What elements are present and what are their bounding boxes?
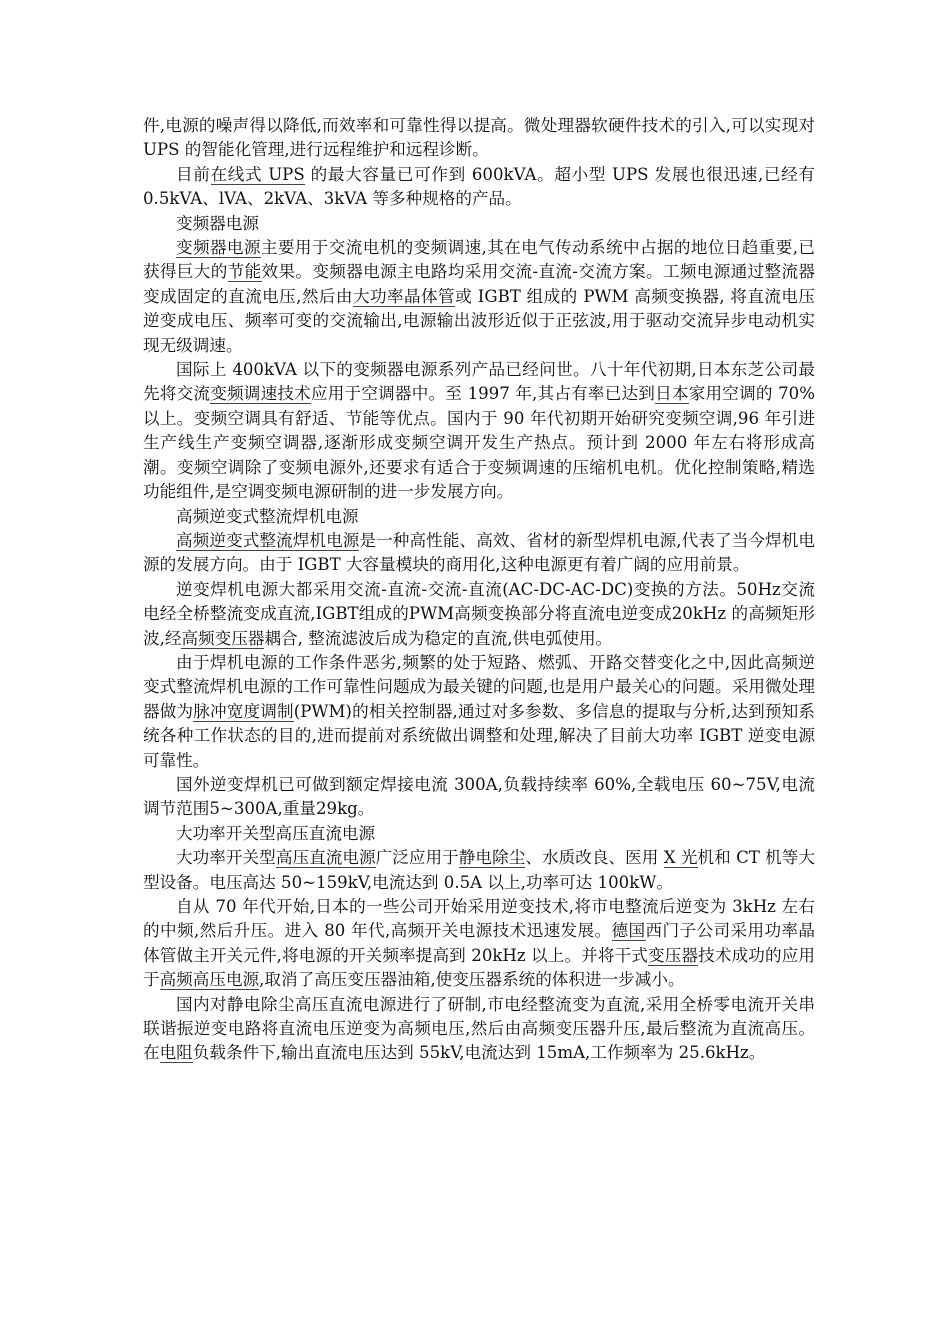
section-heading — [143, 212, 815, 236]
hyperlink-term[interactable]: 脉冲宽度调制 — [193, 701, 294, 721]
text-run: 件,电源的噪声得以降低,而效率和可靠性得以提高。微处理器软硬件技术的引入,可以实现对 UPS 的智能化管理,进行远程维护和远程诊断。 — [143, 116, 815, 160]
section-heading — [143, 822, 815, 846]
text-run: 主要用于交流电机的变频调速,其在电气传动系统中占据的地位日趋重要,已获得巨大的 — [143, 238, 815, 282]
hyperlink-term[interactable]: 高频高压电源 — [159, 970, 260, 990]
text-run: 逆变焊机电源大都采用交流-直流-交流-直流(AC-DC-AC-DC)变换的方法。50Hz交流电经全桥整流变成直流,IGBT组成的PWM高频变换部分将直流电逆变成20kHz 的高频矩形波,经 — [143, 579, 815, 648]
text-run: 目前 — [176, 164, 211, 184]
text-run: 或 IGBT 组成的 PWM 高频变换器, 将直流电压逆变成电压、频率可变的交流输出,电源输出波形近似于正弦波,用于驱动交流异步电动机实现无级调速。 — [143, 286, 815, 355]
text-run: 大功率开关型高压直流电源 — [176, 823, 376, 843]
text-run: 机和 CT 机等大型设备。电压高达 50~159kV,电流达到 0.5A 以上,功率可达 100kW。 — [143, 848, 816, 892]
text-run: 是一种高性能、高效、省材的新型焊机电源,代表了当今焊机电源的发展方向。由于 IGBT 大容量模块的商用化,这种电源更有着广阔的应用前景。 — [143, 530, 816, 575]
hyperlink-term[interactable]: 高频变压器 — [181, 628, 265, 648]
body-paragraph — [143, 114, 815, 163]
hyperlink-term[interactable]: 变压器 — [648, 945, 699, 965]
section-heading — [143, 505, 815, 529]
hyperlink-term[interactable]: 电阻 — [159, 1043, 193, 1063]
text-run: 技术成功的应用于 — [143, 945, 816, 990]
body-paragraph — [143, 578, 815, 651]
body-paragraph — [143, 773, 815, 822]
text-run: 国外逆变焊机已可做到额定焊接电流 300A,负载持续率 60%,全载电压 60~75V,电流调节范围5~300A,重量29kg。 — [143, 774, 815, 819]
text-run: 效果。变频器电源主电路均采用交流-直流-交流方案。工频电源通过整流器变成固定的直流电压,然后由 — [143, 262, 815, 306]
text-run: 变频器电源 — [176, 213, 259, 233]
body-paragraph — [143, 846, 815, 895]
text-run: 西门子公司采用功率晶体管做主开关元件,将电源的开关频率提高到 20kHz 以上。并将干式 — [143, 921, 816, 965]
hyperlink-term[interactable]: X 光 — [663, 848, 698, 868]
hyperlink-term[interactable]: 德国 — [611, 921, 646, 941]
body-paragraph — [143, 895, 815, 993]
body-paragraph — [143, 236, 815, 358]
text-run: 自从 70 年代开始,日本的一些公司开始采用逆变技术,将市电整流后逆变为 3kHz 左右的中频,然后升压。进入 80 年代,高频开关电源技术迅速发展。 — [143, 897, 815, 941]
text-run: 的最大容量已可作到 600kVA。超小型 UPS 发展也很迅速,已经有 0.5kVA、lVA、2kVA、3kVA 等多种规格的产品。 — [143, 164, 816, 209]
text-run: 负载条件下,输出直流电压达到 55kV,电流达到 15mA,工作频率为 25.6kHz。 — [192, 1043, 766, 1063]
hyperlink-term[interactable]: 节能 — [227, 262, 262, 282]
hyperlink-term[interactable]: 变频调速技术 — [210, 384, 311, 404]
text-run: 大功率开关型 — [176, 848, 276, 868]
text-run: (PWM)的相关控制器,通过对多参数、多信息的提取与分析,达到预知系统各种工作状态的目的,进而提前对系统做出调整和处理,解决了目前大功率 IGBT 逆变电源可靠性。 — [143, 701, 815, 770]
body-paragraph — [143, 358, 815, 504]
text-run: 国内对静电除尘高压直流电源进行了研制,市电经整流变为直流,采用全桥零电流开关串联谐振逆变电路将直流电压逆变为高频电压,然后由高频变压器升压,最后整流为直流高压。在 — [143, 994, 815, 1063]
hyperlink-term[interactable]: 静电除尘 — [458, 848, 526, 868]
hyperlink-term[interactable]: 在线式 UPS — [210, 164, 305, 184]
text-run: 、水质改良、医用 — [525, 848, 664, 868]
text-run: 家用空调的 70%以上。变频空调具有舒适、节能等优点。国内于 90 年代初期开始研究变频空调,96 年引进生产线生产变频空调器,逐渐形成变频空调开发生产热点。预计到 2000 年左右将形成高潮。变频空调除了变频电源外,还要求有适合于变频调速的压缩机电机。优化控制策略,精选功能组件,是空调变频电源研制的进一步发展方向。 — [143, 384, 816, 502]
text-run: ,取消了高压变压器油箱,使变压器系统的体积进一步减小。 — [259, 970, 685, 990]
text-run: 应用于空调器中。至 1997 年,其占有率已达到 — [310, 384, 656, 404]
text-run: 由于焊机电源的工作条件恶劣,频繁的处于短路、燃弧、开路交替变化之中,因此高频逆变式整流焊机电源的工作可靠性问题成为最关键的问题,也是用户最关心的问题。采用微处理器做为 — [143, 652, 815, 721]
body-paragraph — [143, 163, 815, 212]
hyperlink-term[interactable]: 高频逆变式整流焊机电源 — [176, 530, 360, 550]
body-paragraph — [143, 651, 815, 773]
text-run: 高频逆变式整流焊机电源 — [176, 506, 359, 526]
hyperlink-term[interactable]: 大功率晶体管 — [352, 286, 456, 306]
hyperlink-term[interactable]: 变频器电源 — [176, 238, 261, 258]
text-run: 国际上 400kVA 以下的变频器电源系列产品已经问世。八十年代初期,日本东芝公司最先将交流 — [143, 360, 815, 404]
document-page — [143, 114, 815, 1066]
hyperlink-term[interactable]: 高压直流电源 — [275, 848, 376, 868]
text-run: 耦合, 整流滤波后成为稳定的直流,供电弧使用。 — [264, 628, 613, 648]
text-run: 广泛应用于 — [375, 848, 459, 868]
hyperlink-term[interactable]: 日本 — [655, 384, 689, 404]
body-paragraph — [143, 993, 815, 1066]
body-paragraph — [143, 529, 815, 578]
